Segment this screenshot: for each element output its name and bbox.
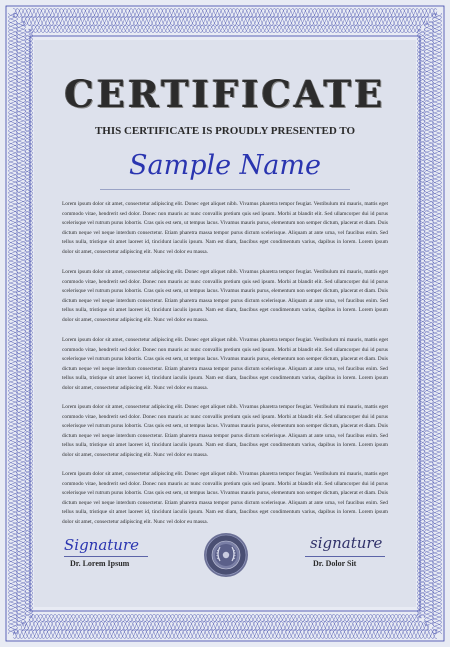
signature-left-script: Signature xyxy=(64,536,140,554)
signer-left-name: Dr. Lorem Ipsum xyxy=(70,559,130,568)
signature-right-script: signature xyxy=(310,534,383,552)
body-paragraph-4: Lorem ipsum dolor sit amet, consectetur adipiscing elit. Donec eget aliquet nibh. Vivamus pharetra tempor feugiat. Vestibulum mi mauris, mattis eget commodo vitae, hendrerit sed dolor. Donec non mauris ac nunc convallis pretium quis sed ipsum. Morbi at blandit elit. Sed ullamcorper dui id purus scelerisque vel rutrum purus lobortis. Cras quis est sem, ut tempus lacus. Vivamus mauris purus, elementum non semper dictum, placerat et diam. Duis dictum neque vel neque interdum consectetur. Etiam pharetra massa tempor purus dictum scelerisque. Aliquam at ante urna, vel faucibus enim. Sed tellus nulla, tristique sit amet laoreet id, tincidunt iaculis ipsum. Nam est diam, faucibus eget condimentum varius, dapibus in lorem. Lorem ipsum dolor sit amet, consectetur adipiscing elit. Nunc vel dolor eu massa. xyxy=(62,404,388,458)
body-paragraph-3: Lorem ipsum dolor sit amet, consectetur adipiscing elit. Donec eget aliquet nibh. Vivamus pharetra tempor feugiat. Vestibulum mi mauris, mattis eget commodo vitae, hendrerit sed dolor. Donec non mauris ac nunc convallis pretium quis sed ipsum. Morbi at blandit elit. Sed ullamcorper dui id purus scelerisque vel rutrum purus lobortis. Cras quis est sem, ut tempus lacus. Vivamus mauris purus, elementum non semper dictum, placerat et diam. Duis dictum neque vel neque interdum consectetur. Etiam pharetra massa tempor purus dictum scelerisque. Aliquam at ante urna, vel faucibus enim. Sed tellus nulla, tristique sit amet laoreet id, tincidunt iaculis ipsum. Nam est diam, faucibus eget condimentum varius, dapibus in lorem. Lorem ipsum dolor sit amet, consectetur adipiscing elit. Nunc vel dolor eu massa. xyxy=(62,337,388,391)
name-underline xyxy=(100,189,350,190)
body-paragraph-2: Lorem ipsum dolor sit amet, consectetur adipiscing elit. Donec eget aliquet nibh. Vivamus pharetra tempor feugiat. Vestibulum mi mauris, mattis eget commodo vitae, hendrerit sed dolor. Donec non mauris ac nunc convallis pretium quis sed ipsum. Morbi at blandit elit. Sed ullamcorper dui id purus scelerisque vel rutrum purus lobortis. Cras quis est sem, ut tempus lacus. Vivamus mauris purus, elementum non semper dictum, placerat et diam. Duis dictum neque vel neque interdum consectetur. Etiam pharetra massa tempor purus dictum scelerisque. Aliquam at ante urna, vel faucibus enim. Sed tellus nulla, tristique sit amet laoreet id, tincidunt iaculis ipsum. Nam est diam, faucibus eget condimentum varius, dapibus in lorem. Lorem ipsum dolor sit amet, consectetur adipiscing elit. Nunc vel dolor eu massa. xyxy=(62,269,388,323)
laurel-seal-icon xyxy=(203,532,249,578)
certificate-subtitle: THIS CERTIFICATE IS PROUDLY PRESENTED TO xyxy=(94,125,356,137)
signature-left-line xyxy=(64,556,148,557)
body-paragraph-5: Lorem ipsum dolor sit amet, consectetur adipiscing elit. Donec eget aliquet nibh. Vivamus pharetra tempor feugiat. Vestibulum mi mauris, mattis eget commodo vitae, hendrerit sed dolor. Donec non mauris ac nunc convallis pretium quis sed ipsum. Morbi at blandit elit. Sed ullamcorper dui id purus scelerisque vel rutrum purus lobortis. Cras quis est sem, ut tempus lacus. Vivamus mauris purus, elementum non semper dictum, placerat et diam. Duis dictum neque vel neque interdum consectetur. Etiam pharetra massa tempor purus dictum scelerisque. Aliquam at ante urna, vel faucibus enim. Sed tellus nulla, tristique sit amet laoreet id, tincidunt iaculis ipsum. Nam est diam, faucibus eget condimentum varius, dapibus in lorem. Lorem ipsum dolor sit amet, consectetur adipiscing elit. Nunc vel dolor eu massa. xyxy=(62,471,388,525)
signer-right-name: Dr. Dolor Sit xyxy=(313,559,357,568)
body-paragraph-1: Lorem ipsum dolor sit amet, consectetur adipiscing elit. Donec eget aliquet nibh. Vivamus pharetra tempor feugiat. Vestibulum mi mauris, mattis eget commodo vitae, hendrerit sed dolor. Donec non mauris ac nunc convallis pretium quis sed ipsum. Morbi at blandit elit. Sed ullamcorper dui id purus scelerisque vel rutrum purus lobortis. Cras quis est sem, ut tempus lacus. Vivamus mauris purus, elementum non semper dictum, placerat et diam. Duis dictum neque vel neque interdum consectetur. Etiam pharetra massa tempor purus dictum scelerisque. Aliquam at ante urna, vel faucibus enim. Sed tellus nulla, tristique sit amet laoreet id, tincidunt iaculis ipsum. Nam est diam, faucibus eget condimentum varius, dapibus in lorem. Lorem ipsum dolor sit amet, consectetur adipiscing elit. Nunc vel dolor eu massa. xyxy=(62,201,388,255)
certificate-title: CERTIFICATE xyxy=(64,72,386,116)
signature-right-line xyxy=(305,556,385,557)
recipient-name: Sample Name xyxy=(129,150,321,181)
